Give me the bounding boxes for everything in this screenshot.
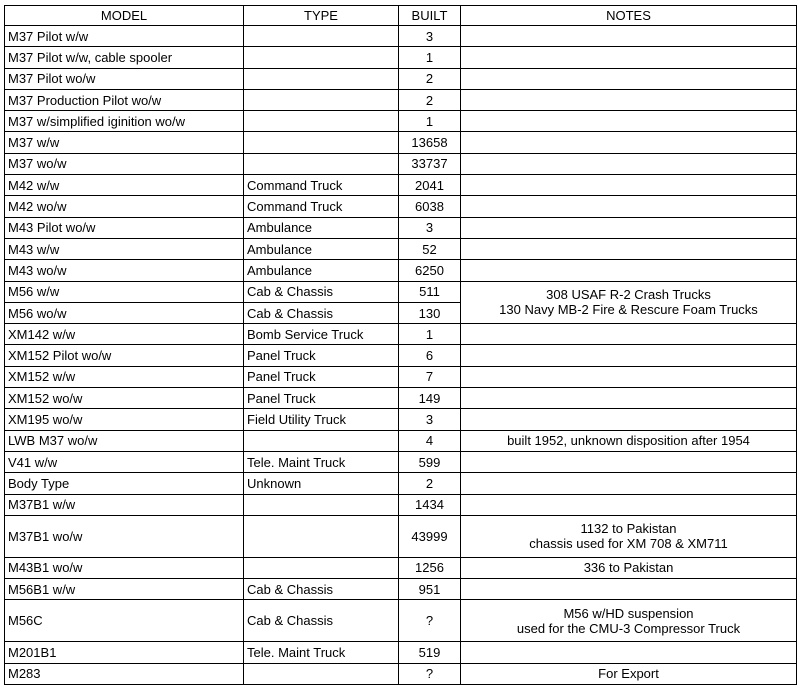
table-row: [5, 260, 797, 281]
built-cell: 149: [399, 388, 461, 409]
model-cell: M43B1 wo/w: [5, 557, 244, 578]
notes-cell: [461, 388, 797, 409]
table-row: [5, 175, 797, 196]
table-row: [5, 345, 797, 366]
notes-cell: [461, 345, 797, 366]
table-row: [5, 430, 797, 451]
type-cell: Cab & Chassis: [244, 600, 399, 642]
table-row: [5, 473, 797, 494]
type-cell: Unknown: [244, 473, 399, 494]
notes-cell: [461, 494, 797, 515]
notes-cell: [461, 111, 797, 132]
built-cell: 3: [399, 217, 461, 238]
type-cell: [244, 557, 399, 578]
table-row: [5, 409, 797, 430]
model-cell: M56C: [5, 600, 244, 642]
notes-cell: [461, 366, 797, 387]
model-cell: M37 w/simplified iginition wo/w: [5, 111, 244, 132]
model-cell: M37 wo/w: [5, 153, 244, 174]
header-row: [5, 6, 797, 26]
built-cell: 2: [399, 89, 461, 110]
notes-cell: [461, 409, 797, 430]
model-cell: M201B1: [5, 642, 244, 663]
table-row: [5, 663, 797, 684]
table-row: [5, 642, 797, 663]
table-row: [5, 26, 797, 47]
model-cell: XM195 wo/w: [5, 409, 244, 430]
type-cell: Bomb Service Truck: [244, 324, 399, 345]
type-cell: Tele. Maint Truck: [244, 642, 399, 663]
built-cell: 511: [399, 281, 461, 302]
type-cell: [244, 47, 399, 68]
type-cell: Ambulance: [244, 217, 399, 238]
notes-cell: [461, 238, 797, 259]
notes-cell: [461, 579, 797, 600]
built-cell: 951: [399, 579, 461, 600]
table-row: [5, 324, 797, 345]
model-cell: M43 wo/w: [5, 260, 244, 281]
model-cell: XM142 w/w: [5, 324, 244, 345]
table-row: [5, 132, 797, 153]
notes-cell: [461, 47, 797, 68]
model-cell: M37 Pilot w/w, cable spooler: [5, 47, 244, 68]
notes-cell: [461, 153, 797, 174]
built-cell: 519: [399, 642, 461, 663]
built-cell: 6038: [399, 196, 461, 217]
type-cell: Field Utility Truck: [244, 409, 399, 430]
built-cell: 599: [399, 451, 461, 472]
notes-cell: [461, 175, 797, 196]
model-cell: M56 wo/w: [5, 302, 244, 323]
built-cell: 52: [399, 238, 461, 259]
type-cell: [244, 26, 399, 47]
notes-cell: [461, 68, 797, 89]
type-cell: Ambulance: [244, 260, 399, 281]
note-line: 308 USAF R-2 Crash Trucks: [546, 287, 711, 303]
model-cell: XM152 wo/w: [5, 388, 244, 409]
type-cell: [244, 430, 399, 451]
table-row: [5, 579, 797, 600]
model-cell: Body Type: [5, 473, 244, 494]
production-table: [4, 5, 797, 685]
type-cell: Ambulance: [244, 238, 399, 259]
built-cell: 1: [399, 111, 461, 132]
notes-cell: [461, 642, 797, 663]
type-cell: Command Truck: [244, 175, 399, 196]
built-cell: 1: [399, 47, 461, 68]
model-cell: M37B1 wo/w: [5, 515, 244, 557]
model-cell: XM152 Pilot wo/w: [5, 345, 244, 366]
header-type: TYPE: [244, 6, 399, 26]
table-row: [5, 111, 797, 132]
built-cell: 2: [399, 473, 461, 494]
type-cell: Cab & Chassis: [244, 579, 399, 600]
note-line: 1132 to Pakistan: [580, 521, 677, 537]
type-cell: [244, 663, 399, 684]
table-row: [5, 217, 797, 238]
table-row: [5, 451, 797, 472]
type-cell: Cab & Chassis: [244, 281, 399, 302]
header-model: MODEL: [5, 6, 244, 26]
table-row: [5, 281, 797, 302]
notes-cell: [461, 196, 797, 217]
built-cell: 1256: [399, 557, 461, 578]
type-cell: Panel Truck: [244, 345, 399, 366]
model-cell: M43 w/w: [5, 238, 244, 259]
built-cell: 1434: [399, 494, 461, 515]
model-cell: M43 Pilot wo/w: [5, 217, 244, 238]
type-cell: Panel Truck: [244, 388, 399, 409]
model-cell: M56B1 w/w: [5, 579, 244, 600]
table-row: [5, 515, 797, 557]
model-cell: XM152 w/w: [5, 366, 244, 387]
built-cell: 2041: [399, 175, 461, 196]
table-row: [5, 153, 797, 174]
type-cell: Tele. Maint Truck: [244, 451, 399, 472]
type-cell: Cab & Chassis: [244, 302, 399, 323]
notes-cell: [461, 26, 797, 47]
notes-cell: [461, 473, 797, 494]
notes-cell: For Export: [461, 663, 797, 684]
note-line: 130 Navy MB-2 Fire & Rescure Foam Trucks: [499, 302, 758, 318]
model-cell: LWB M37 wo/w: [5, 430, 244, 451]
model-cell: M37 w/w: [5, 132, 244, 153]
type-cell: [244, 111, 399, 132]
built-cell: 1: [399, 324, 461, 345]
model-cell: M37 Production Pilot wo/w: [5, 89, 244, 110]
built-cell: 6250: [399, 260, 461, 281]
built-cell: ?: [399, 663, 461, 684]
header-notes: NOTES: [461, 6, 797, 26]
model-cell: M56 w/w: [5, 281, 244, 302]
notes-cell: [461, 324, 797, 345]
table-row: [5, 196, 797, 217]
note-line: used for the CMU-3 Compressor Truck: [516, 620, 741, 636]
notes-cell-merged: [461, 281, 797, 324]
table-row: [5, 557, 797, 578]
model-cell: M37 Pilot wo/w: [5, 68, 244, 89]
table-row: [5, 89, 797, 110]
table-row: [5, 238, 797, 259]
type-cell: [244, 68, 399, 89]
model-cell: M37B1 w/w: [5, 494, 244, 515]
type-cell: Command Truck: [244, 196, 399, 217]
model-cell: M283: [5, 663, 244, 684]
model-cell: V41 w/w: [5, 451, 244, 472]
table-row: [5, 366, 797, 387]
built-cell: 3: [399, 26, 461, 47]
type-cell: [244, 153, 399, 174]
table-row: [5, 388, 797, 409]
notes-cell: 336 to Pakistan: [461, 557, 797, 578]
built-cell: ?: [399, 600, 461, 642]
type-cell: [244, 515, 399, 557]
notes-cell: [461, 89, 797, 110]
table-row: [5, 47, 797, 68]
built-cell: 43999: [399, 515, 461, 557]
notes-cell: [461, 260, 797, 281]
built-cell: 7: [399, 366, 461, 387]
type-cell: [244, 494, 399, 515]
notes-cell-multiline: [461, 600, 797, 642]
table-row: [5, 494, 797, 515]
notes-cell: [461, 132, 797, 153]
table-row: [5, 600, 797, 642]
built-cell: 33737: [399, 153, 461, 174]
built-cell: 6: [399, 345, 461, 366]
header-built: BUILT: [399, 6, 461, 26]
model-cell: M42 w/w: [5, 175, 244, 196]
model-cell: M42 wo/w: [5, 196, 244, 217]
note-line: chassis used for XM 708 & XM711: [529, 536, 728, 552]
notes-cell-multiline: [461, 515, 797, 557]
notes-cell: [461, 217, 797, 238]
type-cell: [244, 89, 399, 110]
notes-cell: [461, 451, 797, 472]
notes-cell: built 1952, unknown disposition after 1954: [461, 430, 797, 451]
built-cell: 3: [399, 409, 461, 430]
type-cell: Panel Truck: [244, 366, 399, 387]
built-cell: 130: [399, 302, 461, 323]
model-cell: M37 Pilot w/w: [5, 26, 244, 47]
note-line: M56 w/HD suspension: [563, 605, 694, 621]
built-cell: 4: [399, 430, 461, 451]
built-cell: 13658: [399, 132, 461, 153]
type-cell: [244, 132, 399, 153]
table-row: [5, 68, 797, 89]
built-cell: 2: [399, 68, 461, 89]
